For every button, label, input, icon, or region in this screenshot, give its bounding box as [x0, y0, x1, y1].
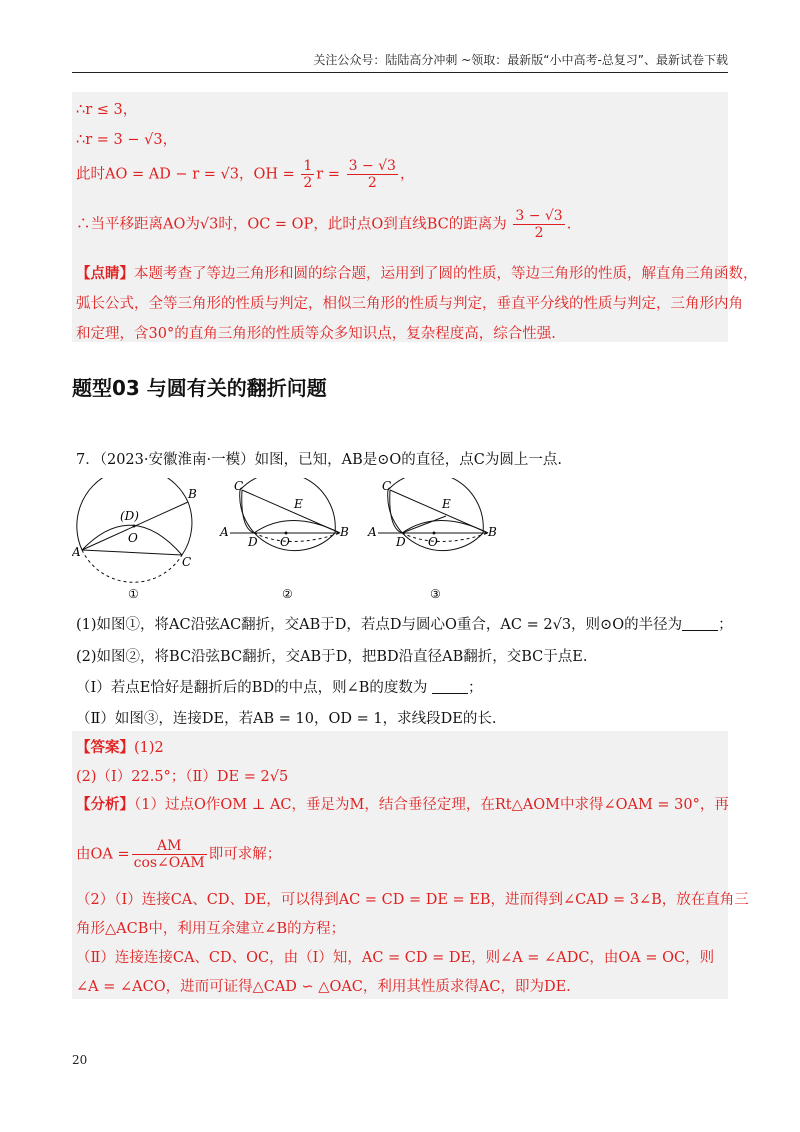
label-A: A	[72, 545, 81, 559]
label-B: B	[188, 487, 197, 501]
label-B: B	[340, 525, 349, 539]
label-E: E	[442, 497, 451, 511]
label-A: A	[220, 525, 229, 539]
label-D-paren: (D)	[120, 509, 139, 523]
text: (1)如图①，将AC沿弦AC翻折，交AB于D，若点D与圆心O重合，AC = 2√3，则⊙O的半径为	[76, 617, 683, 633]
answer-blank	[432, 679, 468, 694]
figure-3	[367, 478, 497, 601]
analysis-line-5: （Ⅱ）连接连接CA、CD、OC，由（Ⅰ）知，AC = CD = DE，则∠A = ∠ADC，由OA = OC，则	[76, 950, 715, 966]
text: (1)2	[134, 740, 164, 756]
question-1	[76, 613, 733, 634]
fig-label-3: ③	[430, 587, 441, 601]
label-C: C	[382, 479, 392, 493]
answer-line-1	[76, 736, 164, 757]
solution-line-1: ∴r ≤ 3，	[76, 102, 138, 118]
denominator: cos∠OAM	[133, 855, 205, 872]
figure-2	[219, 478, 349, 601]
text: ，	[399, 166, 415, 183]
answer-tag: 【答案】	[76, 739, 134, 756]
header-text: 关注公众号：陆陆高分冲刺 ~领取：最新版“小中高考-总复习”、最新试卷下载	[313, 53, 728, 67]
label-C: C	[234, 479, 244, 493]
question-2-i	[76, 676, 483, 697]
fraction	[347, 158, 398, 191]
label-B: B	[488, 525, 497, 539]
fig-label-2: ②	[282, 587, 293, 601]
label-E: E	[294, 497, 303, 511]
label-O: O	[428, 535, 438, 549]
text: ；	[718, 617, 733, 633]
answer-blank	[682, 616, 718, 631]
label-O: O	[128, 531, 138, 545]
solution-line-3	[76, 158, 414, 191]
comment-tag: 【点睛】	[76, 265, 134, 282]
figures	[72, 478, 532, 604]
denominator: 2	[367, 175, 377, 192]
label-C: C	[182, 555, 192, 569]
label-A: A	[368, 525, 377, 539]
page-number: 20	[72, 1053, 88, 1067]
numerator: 1	[303, 158, 313, 174]
comment-line-1	[76, 262, 758, 283]
solution-line-4	[76, 208, 571, 241]
numerator: 3 − √3	[515, 208, 563, 224]
fraction	[513, 208, 564, 241]
section-title: 题型03 与圆有关的翻折问题	[72, 376, 327, 400]
comment-line-2: 弧长公式，全等三角形的性质与判定，相似三角形的性质与判定，垂直平分线的性质与判定，三角形内角	[76, 296, 743, 312]
question-2-ii: （Ⅱ）如图③，连接DE，若AB = 10，OD = 1，求线段DE的长.	[76, 711, 497, 727]
analysis-tag: 【分析】	[76, 796, 134, 813]
text: （1）过点O作OM ⊥ AC，垂足为M，结合垂径定理，在Rt△AOM中求得∠OAM = 30°，再	[134, 797, 729, 813]
fig-label-1: ①	[128, 587, 139, 601]
label-D: D	[396, 535, 406, 549]
text: （Ⅰ）若点E恰好是翻折后的BD的中点，则∠B的度数为	[76, 680, 428, 696]
text: 即可求解；	[208, 846, 282, 863]
page-header	[72, 50, 728, 73]
text: ∴当平移距离AO为√3时，OC = OP，此时点O到直线BC的距离为	[76, 216, 507, 233]
text: 此时AO = AD − r = √3，OH =	[76, 166, 295, 183]
answer-line-2: (2)（Ⅰ）22.5°；（Ⅱ）DE = 2√5	[76, 769, 289, 785]
denominator: 2	[303, 175, 313, 192]
figure-1	[72, 478, 197, 601]
comment-line-3: 和定理，含30°的直角三角形的性质等众多知识点，复杂程度高，综合性强.	[76, 326, 556, 342]
fraction	[132, 838, 207, 871]
analysis-line-2	[76, 838, 281, 871]
text: .	[566, 216, 572, 233]
analysis-line-4: 角形△ACB中，利用互余建立∠B的方程；	[76, 921, 346, 937]
label-O: O	[280, 535, 290, 549]
problem-intro: 7．（2023·安徽淮南·一模）如图，已知，AB是⊙O的直径，点C为圆上一点.	[76, 452, 562, 468]
analysis-line-1	[76, 793, 729, 814]
text: 本题考查了等边三角形和圆的综合题，运用到了圆的性质，等边三角形的性质，解直角三角函数，	[134, 266, 758, 282]
label-D: D	[248, 535, 258, 549]
solution-line-2: ∴r = 3 − √3，	[76, 132, 178, 148]
fraction	[301, 158, 314, 191]
numerator: 3 − √3	[348, 158, 396, 174]
numerator: AM	[132, 838, 207, 855]
analysis-line-3: （2）（Ⅰ）连接CA、CD、DE，可以得到AC = CD = DE = EB，进而得到∠CAD = 3∠B，放在直角三	[76, 892, 749, 908]
question-2: (2)如图②，将BC沿弦BC翻折，交AB于D，把BD沿直径AB翻折，交BC于点E.	[76, 649, 588, 665]
text: 由OA =	[76, 846, 130, 863]
denominator: 2	[534, 225, 544, 242]
analysis-line-6: ∠A = ∠ACO，进而可证得△CAD ∽ △OAC，利用其性质求得AC，即为DE.	[76, 979, 571, 995]
text: r =	[316, 166, 340, 183]
text: ；	[468, 680, 483, 696]
